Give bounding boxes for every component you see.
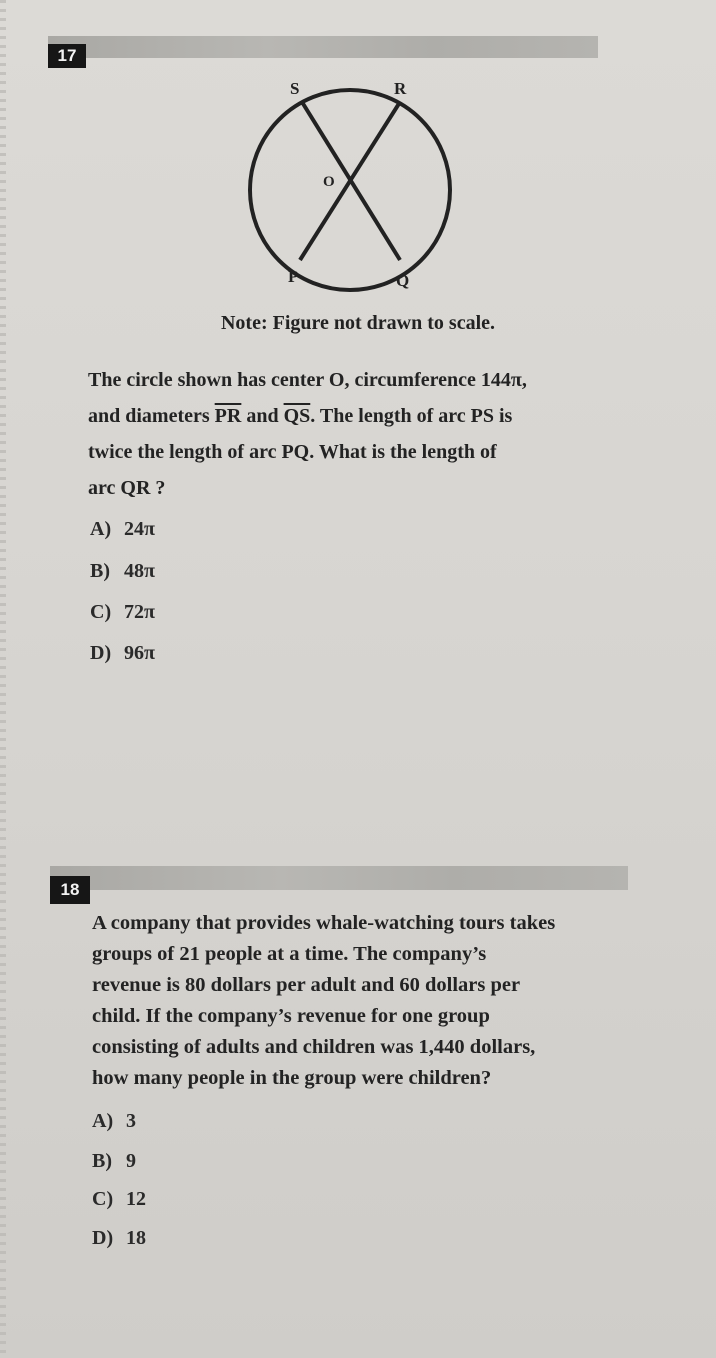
question-18-header-bar: [50, 866, 628, 890]
segment-pr: $\overline{PR}$: [214, 405, 242, 427]
label-p: P: [288, 267, 299, 286]
circle-figure: [230, 70, 470, 310]
circle: [250, 90, 450, 290]
question-18-stem: [92, 908, 555, 1094]
label-q: Q: [396, 271, 410, 290]
choice-b[interactable]: B) 48π: [90, 560, 155, 582]
stem-line: child. If the company’s revenue for one group: [92, 1005, 490, 1027]
stem-line: and diameters $\overline{PR}$ and $\overline{QS}$. The length of arc PS is: [88, 405, 513, 427]
label-s: S: [290, 79, 300, 98]
stem-line: groups of 21 people at a time. The company’s: [92, 943, 487, 965]
question-18-number: 18: [50, 876, 90, 904]
choice-c[interactable]: C) 72π: [90, 601, 155, 623]
figure-note: Note: Figure not drawn to scale.: [220, 312, 496, 334]
label-r: R: [394, 79, 407, 98]
page-binding-edge: [0, 0, 6, 1358]
stem-line: how many people in the group were children?: [92, 1067, 492, 1089]
choice-d[interactable]: D) 96π: [90, 642, 155, 664]
choice-a[interactable]: A) 3: [92, 1110, 136, 1132]
stem-line: revenue is 80 dollars per adult and 60 dollars per: [92, 974, 521, 996]
choice-d[interactable]: D) 18: [92, 1227, 146, 1249]
choice-b[interactable]: B) 9: [92, 1150, 136, 1172]
choice-a[interactable]: A) 24π: [90, 518, 155, 540]
choice-c[interactable]: C) 12: [92, 1188, 146, 1210]
stem-line: The circle shown has center O, circumference 144π,: [88, 369, 527, 391]
question-17-stem: [88, 362, 527, 506]
stem-line: A company that provides whale-watching tours takes: [92, 912, 556, 934]
stem-line: consisting of adults and children was 1,440 dollars,: [92, 1036, 536, 1058]
stem-line: arc QR ?: [88, 477, 166, 499]
question-17-number: 17: [48, 44, 86, 68]
stem-line: twice the length of arc PQ. What is the length of: [88, 441, 497, 463]
question-17-header-bar: [48, 36, 598, 58]
label-o: O: [323, 174, 335, 190]
segment-qs: $\overline{QS}$: [283, 405, 311, 427]
